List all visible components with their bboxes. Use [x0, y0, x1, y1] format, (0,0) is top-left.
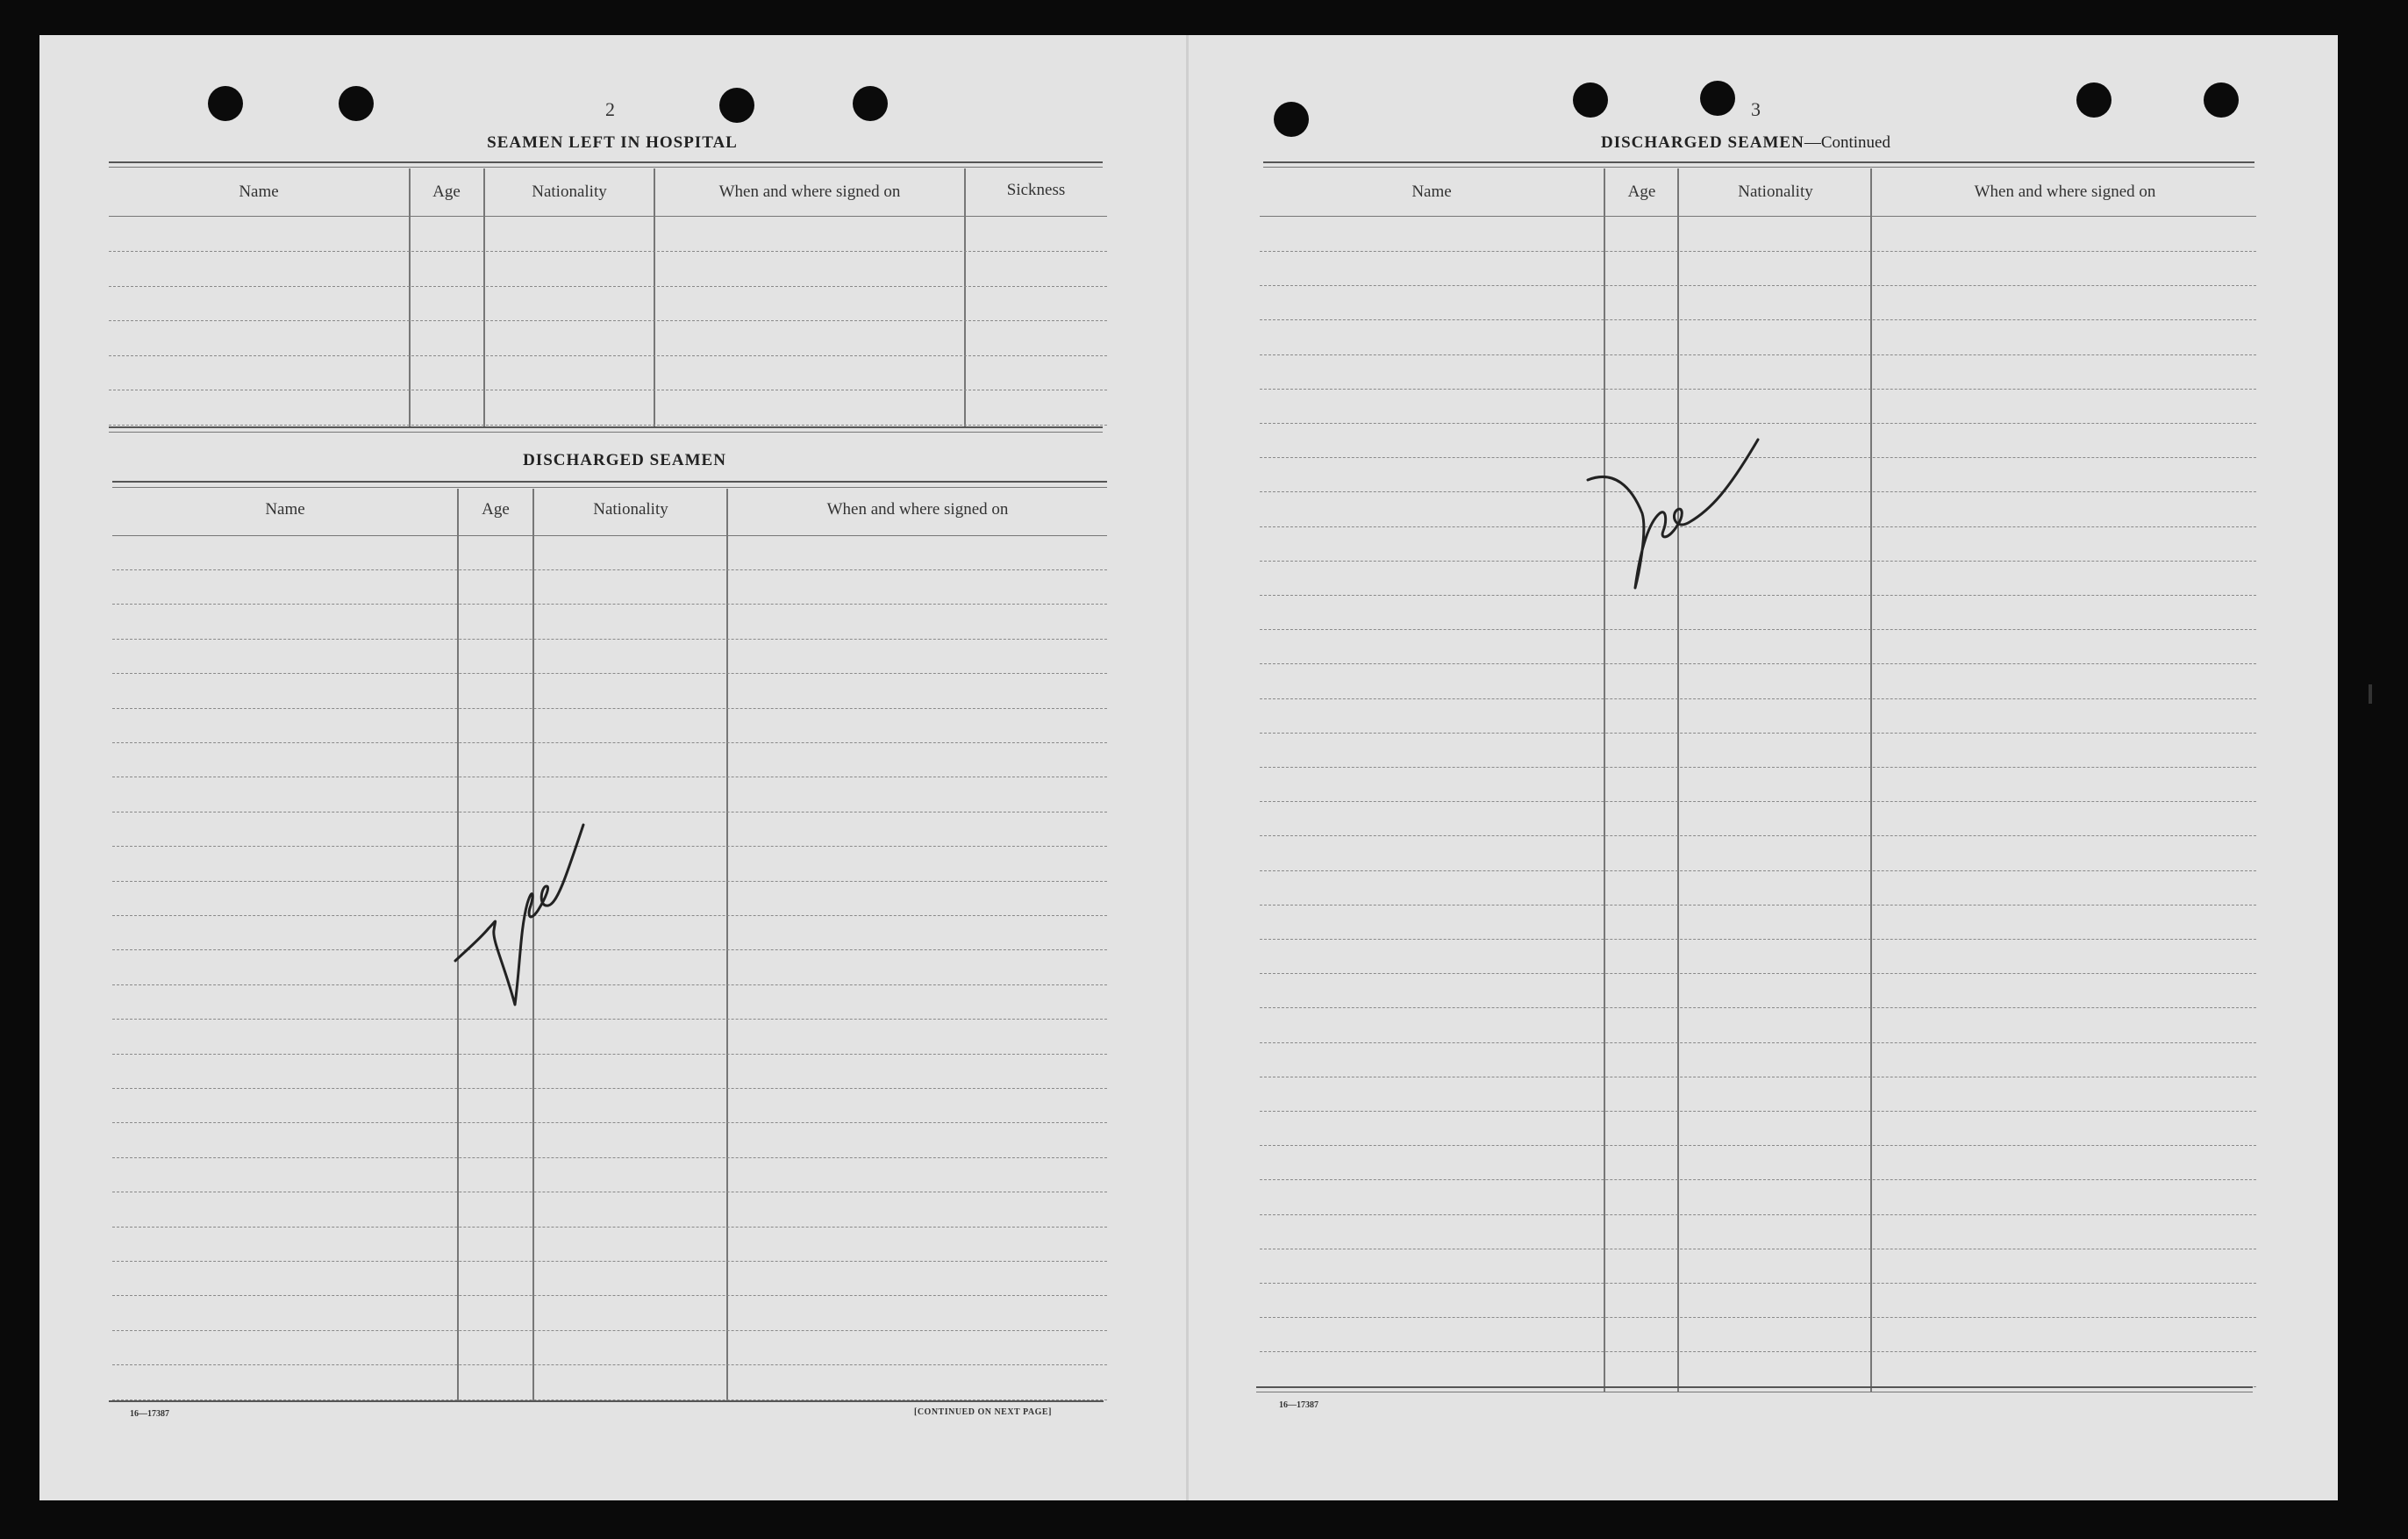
ruled-line: [1260, 870, 2256, 871]
hospital-top-rule: [109, 161, 1103, 163]
page-number-right: 3: [1751, 98, 1761, 120]
punch-hole: [339, 86, 374, 121]
hospital-bottom-rule: [109, 426, 1103, 428]
ruled-line: [1260, 423, 2256, 424]
ruled-line: [1260, 354, 2256, 355]
ruled-line: [1260, 1111, 2256, 1112]
ruled-line: [112, 1330, 1107, 1331]
ruled-line: [109, 286, 1107, 287]
ruled-line: [1260, 1214, 2256, 1215]
hospital-divider: [964, 168, 966, 426]
punch-hole: [1274, 102, 1309, 137]
discharged-section-title-left: [405, 451, 844, 470]
ruled-line: [112, 1122, 1107, 1123]
right-col-signed-on: When and where signed on: [1974, 183, 2156, 201]
punch-hole: [1573, 82, 1608, 118]
ruled-line: [112, 984, 1107, 985]
hospital-col-sickness: Sickness: [1006, 181, 1066, 199]
ruled-line: [1260, 939, 2256, 940]
hospital-top-rule-2: [109, 167, 1103, 168]
discharged-continued-suffix: —Continued: [1804, 133, 1890, 152]
ruled-line: [112, 1088, 1107, 1089]
punch-hole: [2076, 82, 2111, 118]
ruled-line: [1260, 1283, 2256, 1284]
right-col-age: Age: [1627, 183, 1656, 201]
ruled-line: [112, 881, 1107, 882]
document-sheet: [39, 35, 2338, 1500]
ruled-line: [1260, 389, 2256, 390]
discharged-continued-title: [1526, 133, 1965, 153]
punch-hole: [1700, 81, 1735, 116]
edge-speck: [2369, 684, 2372, 704]
ruled-line: [1260, 285, 2256, 286]
right-top-rule: [1263, 161, 2254, 163]
ruled-line: [1260, 1042, 2256, 1043]
ruled-line: [112, 604, 1107, 605]
ruled-line: [112, 915, 1107, 916]
ruled-line: [1260, 905, 2256, 906]
continued-note: [CONTINUED ON NEXT PAGE]: [914, 1407, 1052, 1417]
ruled-line: [112, 1054, 1107, 1055]
discharged-col-signed-on: When and where signed on: [826, 500, 1009, 519]
ruled-line: [112, 1261, 1107, 1262]
ruled-line: [1260, 1179, 2256, 1180]
punch-hole: [719, 88, 754, 123]
ruled-line: [112, 1227, 1107, 1228]
form-number-right: 16—17387: [1279, 1400, 1318, 1410]
ruled-line: [1260, 1145, 2256, 1146]
ruled-line: [112, 673, 1107, 674]
hospital-divider: [483, 168, 485, 426]
ruled-line: [1260, 801, 2256, 802]
ruled-line: [112, 708, 1107, 709]
punch-hole: [2204, 82, 2239, 118]
discharged-top-rule: [112, 481, 1107, 483]
ruled-line: [1260, 319, 2256, 320]
ruled-line: [1260, 1351, 2256, 1352]
ruled-line: [112, 1019, 1107, 1020]
ruled-line: [1260, 251, 2256, 252]
ruled-line: [112, 1157, 1107, 1158]
discharged-continued-main: DISCHARGED SEAMEN: [1600, 133, 1804, 152]
page-number-left: 2: [605, 98, 616, 120]
punch-hole: [208, 86, 243, 121]
right-top-rule-2: [1263, 167, 2254, 168]
discharged-top-rule-2: [112, 487, 1107, 488]
ruled-line: [112, 1295, 1107, 1296]
ruled-line: [1260, 663, 2256, 664]
hospital-col-signed-on: When and where signed on: [718, 183, 901, 201]
discharged-bottom-rule: [109, 1400, 1104, 1402]
hospital-bottom-rule-2: [109, 432, 1103, 433]
discharged-col-name: Name: [265, 500, 305, 519]
discharged-col-age: Age: [482, 500, 510, 519]
right-divider: [1870, 168, 1872, 1392]
ruled-line: [1260, 733, 2256, 734]
ruled-line: [109, 355, 1107, 356]
hospital-section-title: [393, 133, 832, 153]
hospital-col-name: Name: [239, 183, 279, 201]
discharged-header-rule: [112, 535, 1107, 536]
ruled-line: [112, 846, 1107, 847]
right-divider: [1677, 168, 1679, 1392]
right-col-nationality: Nationality: [1738, 183, 1813, 201]
ruled-line: [1260, 1317, 2256, 1318]
handwritten-nil-mark-right: [1579, 434, 1772, 601]
right-header-rule: [1260, 216, 2256, 217]
punch-hole: [853, 86, 888, 121]
hospital-header-rule: [109, 216, 1107, 217]
right-divider: [1604, 168, 1605, 1392]
discharged-title-text: DISCHARGED SEAMEN: [523, 451, 726, 469]
discharged-col-nationality: Nationality: [593, 500, 668, 519]
ruled-line: [112, 569, 1107, 570]
form-number-left: 16—17387: [130, 1409, 169, 1419]
hospital-col-nationality: Nationality: [532, 183, 607, 201]
hospital-divider: [409, 168, 411, 426]
right-bottom-rule: [1256, 1386, 2253, 1388]
ruled-line: [1260, 698, 2256, 699]
ruled-line: [1260, 973, 2256, 974]
ruled-line: [112, 639, 1107, 640]
hospital-col-age: Age: [432, 183, 461, 201]
right-col-name: Name: [1411, 183, 1452, 201]
handwritten-nil-mark-left: [443, 816, 601, 1018]
ruled-line: [109, 320, 1107, 321]
bleed-through: [254, 290, 266, 311]
hospital-divider: [654, 168, 655, 426]
ruled-line: [109, 425, 1107, 426]
ruled-line: [1260, 629, 2256, 630]
ruled-line: [1260, 1007, 2256, 1008]
ruled-line: [112, 949, 1107, 950]
hospital-title-text: SEAMEN LEFT IN HOSPITAL: [487, 133, 738, 152]
ruled-line: [109, 251, 1107, 252]
ruled-line: [112, 1364, 1107, 1365]
ruled-line: [112, 742, 1107, 743]
ruled-line: [1260, 835, 2256, 836]
ruled-line: [1260, 767, 2256, 768]
discharged-divider: [726, 489, 728, 1401]
page-fold: [1186, 35, 1189, 1500]
